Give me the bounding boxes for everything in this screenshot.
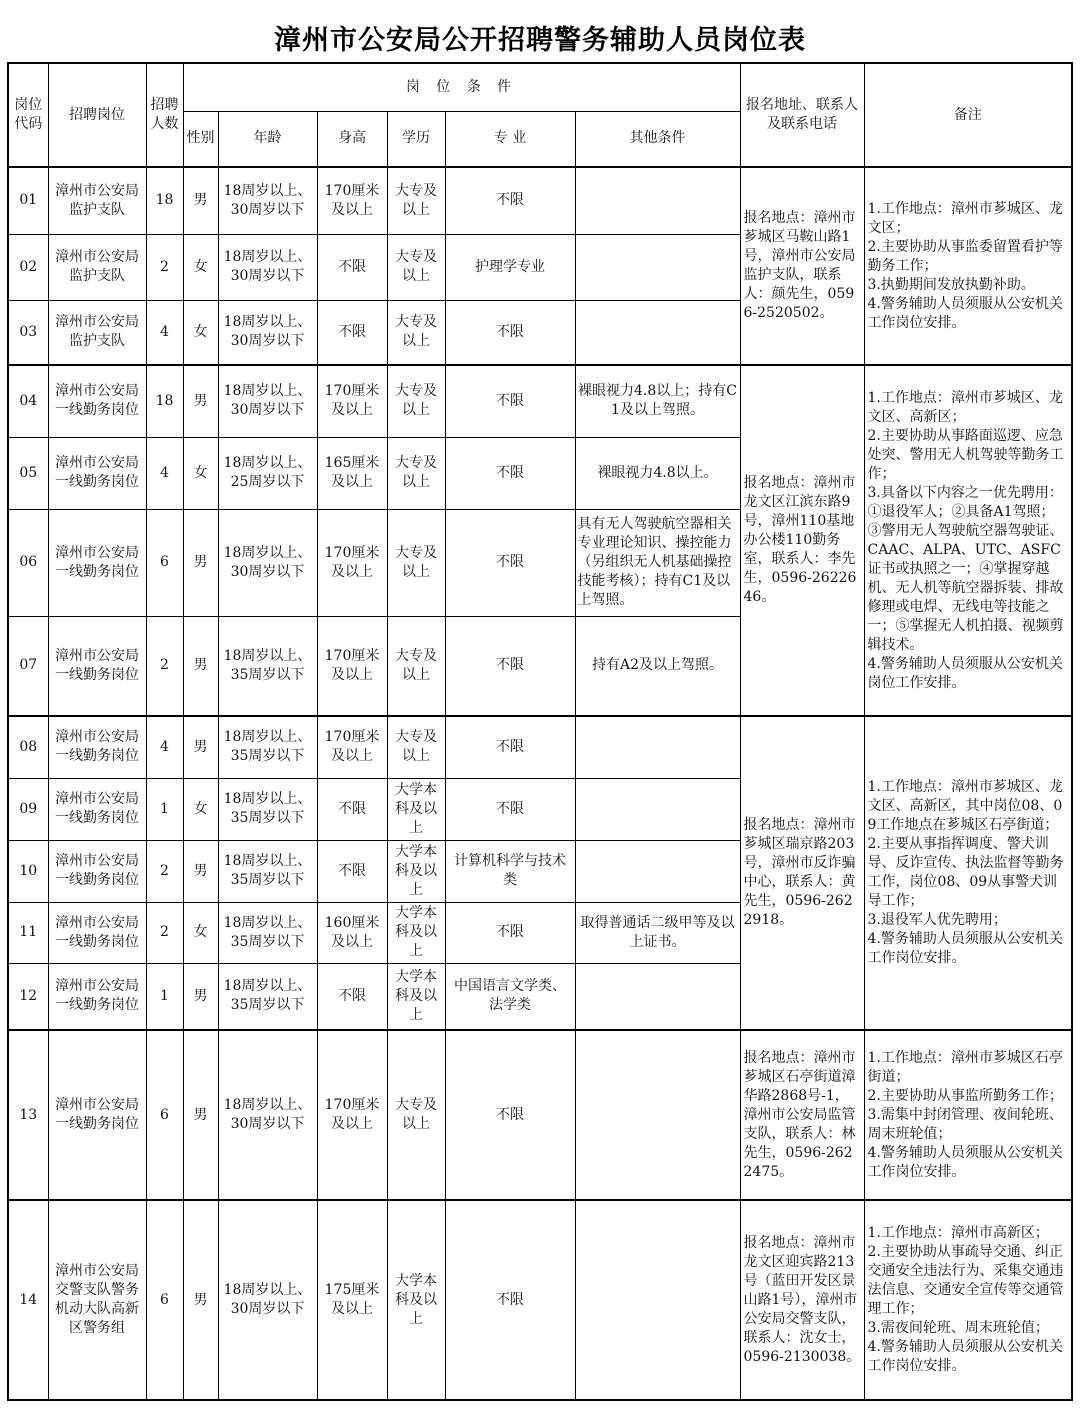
cell-count: 1 [146, 778, 183, 840]
cell-gender: 女 [183, 234, 218, 300]
page-title: 漳州市公安局公开招聘警务辅助人员岗位表 [274, 25, 806, 56]
cell-notes [864, 1030, 1072, 1200]
cell-post: 漳州市公安局一线勤务岗位 [48, 778, 146, 840]
header-height: 身高 [317, 111, 387, 167]
cell-count: 2 [146, 616, 183, 716]
cell-code: 07 [8, 616, 48, 716]
cell-major: 不限 [445, 1200, 575, 1400]
cell-contact: 报名地点：漳州市芗城区瑞京路203号，漳州市反诈骗中心，联系人：黄先生，0596-2622918。 [740, 716, 864, 1030]
cell-gender: 女 [183, 437, 218, 509]
cell-age: 18周岁以上、30周岁以下 [218, 1030, 317, 1200]
cell-code: 09 [8, 778, 48, 840]
cell-other [575, 716, 740, 778]
cell-height: 170厘米及以上 [317, 167, 387, 234]
cell-notes [864, 365, 1072, 716]
cell-age: 18周岁以上、25周岁以下 [218, 437, 317, 509]
cell-post: 漳州市公安局一线勤务岗位 [48, 716, 146, 778]
cell-code: 01 [8, 167, 48, 234]
cell-post: 漳州市公安局一线勤务岗位 [48, 902, 146, 963]
cell-gender: 男 [183, 963, 218, 1030]
cell-gender: 女 [183, 300, 218, 365]
cell-code: 08 [8, 716, 48, 778]
note-line: 2.主要从事指挥调度、警犬训导、反诈宣传、执法监督等勤务工作，岗位08、09从事警犬训导工作； [867, 836, 1064, 909]
header-count: 招聘人数 [146, 63, 183, 167]
note-line: 2.主要协助从事疏导交通、纠正交通安全违法行为、采集交通违法信息、交通安全宣传等交通管理工作； [867, 1244, 1064, 1317]
note-line: 3.具备以下内容之一优先聘用：①退役军人；②具备A1驾照；③警用无人驾驶航空器驾驶证、CAAC、ALPA、UTC、ASFC证书或执照之一；④掌握穿越机、无人机等航空器拆装、排故修理或电焊、无线电等技能之一；⑤掌握无人机拍摄、视频剪辑技术。 [867, 484, 1064, 653]
cell-gender: 男 [183, 840, 218, 902]
note-line: 3.需夜间轮班、周末班轮值； [867, 1320, 1049, 1336]
cell-other [575, 963, 740, 1030]
cell-education: 大学本科及以上 [387, 840, 445, 902]
cell-other [575, 1030, 740, 1200]
note-line: 2.主要协助从事路面巡逻、应急处突、警用无人机驾驶等勤务工作； [867, 427, 1064, 482]
cell-count: 18 [146, 167, 183, 234]
cell-count: 2 [146, 840, 183, 902]
table-row [8, 167, 1072, 234]
cell-education: 大专及以上 [387, 716, 445, 778]
cell-age: 18周岁以上、30周岁以下 [218, 365, 317, 437]
cell-other: 裸眼视力4.8以上。 [575, 437, 740, 509]
cell-height: 165厘米及以上 [317, 437, 387, 509]
note-line: 4.警务辅助人员须服从公安机关工作岗位安排。 [867, 1144, 1063, 1180]
cell-education: 大专及以上 [387, 1030, 445, 1200]
cell-education: 大专及以上 [387, 300, 445, 365]
header-education: 学历 [387, 111, 445, 167]
header-other: 其他条件 [575, 111, 740, 167]
table-row [8, 1030, 1072, 1200]
cell-height: 不限 [317, 778, 387, 840]
cell-height: 160厘米及以上 [317, 902, 387, 963]
cell-gender: 女 [183, 902, 218, 963]
cell-notes [864, 1200, 1072, 1400]
cell-age: 18周岁以上、30周岁以下 [218, 509, 317, 616]
cell-age: 18周岁以上、30周岁以下 [218, 300, 317, 365]
cell-code: 13 [8, 1030, 48, 1200]
cell-education: 大专及以上 [387, 616, 445, 716]
cell-other: 持有A2及以上驾照。 [575, 616, 740, 716]
cell-height: 175厘米及以上 [317, 1200, 387, 1400]
cell-major: 不限 [445, 716, 575, 778]
cell-code: 10 [8, 840, 48, 902]
cell-contact: 报名地点：漳州市龙文区迎宾路213号（蓝田开发区景山路1号），漳州市公安局交警支队，联系人：沈女士，0596-2130038。 [740, 1200, 864, 1400]
note-line: 1.工作地点：漳州市高新区； [867, 1225, 1049, 1241]
cell-age: 18周岁以上、35周岁以下 [218, 902, 317, 963]
cell-other [575, 234, 740, 300]
cell-other: 取得普通话二级甲等及以上证书。 [575, 902, 740, 963]
cell-code: 11 [8, 902, 48, 963]
header-conditions: 岗 位 条 件 [183, 63, 740, 111]
note-line: 4.警务辅助人员须服从公安机关工作岗位安排。 [867, 295, 1063, 331]
cell-code: 05 [8, 437, 48, 509]
cell-other [575, 300, 740, 365]
note-line: 4.警务辅助人员须服从公安机关工作岗位安排。 [867, 931, 1063, 966]
cell-major: 不限 [445, 778, 575, 840]
cell-gender: 男 [183, 167, 218, 234]
cell-major: 不限 [445, 300, 575, 365]
cell-age: 18周岁以上、30周岁以下 [218, 167, 317, 234]
cell-post: 漳州市公安局一线勤务岗位 [48, 1030, 146, 1200]
cell-height: 170厘米及以上 [317, 1030, 387, 1200]
cell-education: 大专及以上 [387, 167, 445, 234]
note-line: 4.警务辅助人员须服从公安机关工作岗位安排。 [867, 1339, 1063, 1374]
cell-education: 大学本科及以上 [387, 778, 445, 840]
note-line: 1.工作地点：漳州市芗城区、龙文区、高新区，其中岗位08、09工作地点在芗城区石亭街道； [867, 779, 1063, 833]
note-line: 2.主要协助从事监委留置看护等勤务工作； [867, 238, 1063, 274]
cell-post: 漳州市公安局监护支队 [48, 167, 146, 234]
cell-code: 06 [8, 509, 48, 616]
note-line: 1.工作地点：漳州市芗城区石亭街道； [867, 1049, 1063, 1085]
cell-notes [864, 167, 1072, 365]
cell-other [575, 840, 740, 902]
cell-post: 漳州市公安局交警支队警务机动大队高新区警务组 [48, 1200, 146, 1400]
cell-height: 170厘米及以上 [317, 716, 387, 778]
cell-gender: 男 [183, 1030, 218, 1200]
cell-gender: 男 [183, 509, 218, 616]
cell-education: 大学本科及以上 [387, 902, 445, 963]
cell-height: 不限 [317, 840, 387, 902]
cell-education: 大学本科及以上 [387, 1200, 445, 1400]
cell-education: 大学本科及以上 [387, 963, 445, 1030]
cell-education: 大专及以上 [387, 437, 445, 509]
cell-post: 漳州市公安局一线勤务岗位 [48, 509, 146, 616]
cell-other [575, 167, 740, 234]
table-row [8, 1200, 1072, 1400]
cell-post: 漳州市公安局一线勤务岗位 [48, 840, 146, 902]
cell-major: 不限 [445, 437, 575, 509]
cell-gender: 男 [183, 716, 218, 778]
cell-age: 18周岁以上、30周岁以下 [218, 1200, 317, 1400]
cell-count: 4 [146, 716, 183, 778]
cell-gender: 男 [183, 365, 218, 437]
cell-count: 6 [146, 1030, 183, 1200]
cell-education: 大专及以上 [387, 509, 445, 616]
cell-notes [864, 716, 1072, 1030]
cell-gender: 女 [183, 778, 218, 840]
cell-count: 4 [146, 437, 183, 509]
cell-code: 14 [8, 1200, 48, 1400]
cell-other: 具有无人驾驶航空器相关专业理论知识、操控能力（另组织无人机基础操控技能考核）；持有C1及以上驾照。 [575, 509, 740, 616]
header-post: 招聘岗位 [48, 63, 146, 167]
header-major: 专 业 [445, 111, 575, 167]
cell-gender: 男 [183, 1200, 218, 1400]
table-row [8, 716, 1072, 778]
table-body [8, 167, 1072, 1400]
header-gender: 性别 [183, 111, 218, 167]
cell-age: 18周岁以上、35周岁以下 [218, 778, 317, 840]
header-notes: 备注 [864, 63, 1072, 167]
cell-count: 1 [146, 963, 183, 1030]
recruitment-table [7, 62, 1073, 1401]
cell-height: 不限 [317, 234, 387, 300]
cell-other: 裸眼视力4.8以上；持有C1及以上驾照。 [575, 365, 740, 437]
cell-count: 6 [146, 509, 183, 616]
cell-post: 漳州市公安局监护支队 [48, 234, 146, 300]
cell-gender: 男 [183, 616, 218, 716]
header-contact: 报名地址、联系人及联系电话 [740, 63, 864, 167]
cell-code: 04 [8, 365, 48, 437]
cell-count: 2 [146, 234, 183, 300]
cell-height: 170厘米及以上 [317, 509, 387, 616]
cell-age: 18周岁以上、35周岁以下 [218, 840, 317, 902]
cell-height: 不限 [317, 963, 387, 1030]
cell-post: 漳州市公安局一线勤务岗位 [48, 437, 146, 509]
cell-other [575, 778, 740, 840]
cell-age: 18周岁以上、35周岁以下 [218, 616, 317, 716]
cell-major: 计算机科学与技术类 [445, 840, 575, 902]
table-row [8, 365, 1072, 437]
cell-count: 4 [146, 300, 183, 365]
cell-age: 18周岁以上、35周岁以下 [218, 963, 317, 1030]
cell-height: 170厘米及以上 [317, 365, 387, 437]
note-line: 2.主要协助从事监所勤务工作； [867, 1087, 1063, 1104]
cell-code: 03 [8, 300, 48, 365]
cell-major: 不限 [445, 902, 575, 963]
note-line: 4.警务辅助人员须服从公安机关岗位工作安排。 [867, 655, 1063, 691]
cell-count: 18 [146, 365, 183, 437]
cell-age: 18周岁以上、35周岁以下 [218, 716, 317, 778]
cell-major: 不限 [445, 1030, 575, 1200]
cell-height: 170厘米及以上 [317, 616, 387, 716]
cell-major: 不限 [445, 509, 575, 616]
header-age: 年龄 [218, 111, 317, 167]
cell-other [575, 1200, 740, 1400]
cell-contact: 报名地点：漳州市芗城区石亭街道漳华路2868号-1，漳州市公安局监管支队，联系人：林先生，0596-2622475。 [740, 1030, 864, 1200]
header-code: 岗位代码 [8, 63, 48, 167]
cell-post: 漳州市公安局一线勤务岗位 [48, 963, 146, 1030]
cell-height: 不限 [317, 300, 387, 365]
note-line: 1.工作地点：漳州市芗城区、龙文区； [867, 200, 1063, 236]
cell-code: 02 [8, 234, 48, 300]
cell-education: 大专及以上 [387, 234, 445, 300]
cell-education: 大专及以上 [387, 365, 445, 437]
cell-major: 中国语言文学类、法学类 [445, 963, 575, 1030]
cell-post: 漳州市公安局一线勤务岗位 [48, 616, 146, 716]
cell-major: 不限 [445, 167, 575, 234]
cell-post: 漳州市公安局一线勤务岗位 [48, 365, 146, 437]
cell-contact: 报名地点：漳州市龙文区江滨东路9号，漳州110基地办公楼110勤务室，联系人：李先生，0596-2622646。 [740, 365, 864, 716]
cell-major: 不限 [445, 365, 575, 437]
cell-count: 6 [146, 1200, 183, 1400]
note-line: 3.需集中封闭管理、夜间轮班、周末班轮值； [867, 1106, 1063, 1142]
note-line: 3.退役军人优先聘用； [867, 912, 1007, 928]
note-line: 1.工作地点：漳州市芗城区、龙文区、高新区； [867, 389, 1063, 425]
cell-count: 2 [146, 902, 183, 963]
cell-major: 不限 [445, 616, 575, 716]
cell-post: 漳州市公安局监护支队 [48, 300, 146, 365]
cell-code: 12 [8, 963, 48, 1030]
cell-major: 护理学专业 [445, 234, 575, 300]
note-line: 3.执勤期间发放执勤补助。 [867, 276, 1035, 293]
cell-age: 18周岁以上、30周岁以下 [218, 234, 317, 300]
cell-contact: 报名地点：漳州市芗城区马鞍山路1号，漳州市公安局监护支队，联系人：颜先生，0596-2520502。 [740, 167, 864, 365]
